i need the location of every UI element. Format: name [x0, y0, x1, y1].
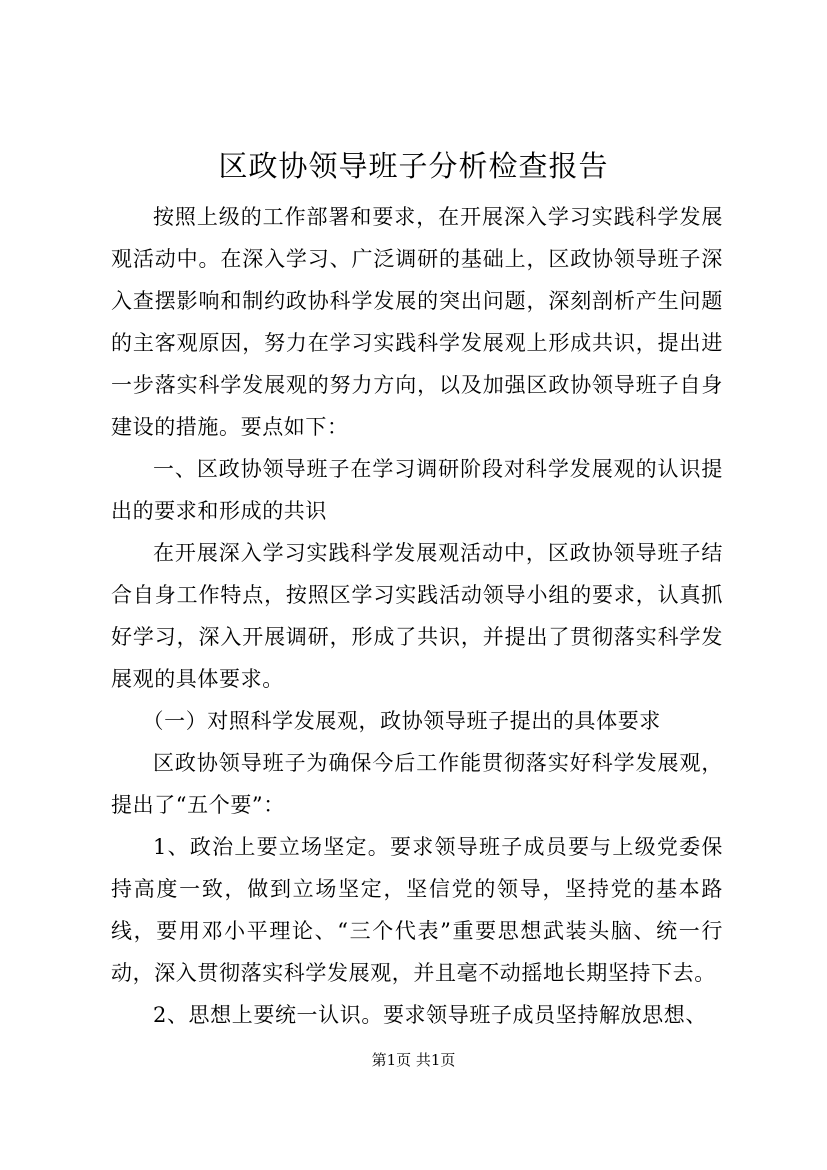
paragraph-subsection-1: 区政协领导班子为确保今后工作能贯彻落实好科学发展观，提出了“五个要”：	[111, 751, 723, 817]
page-footer: 第1页 共1页	[371, 1051, 456, 1069]
section-heading-1: 一、区政协领导班子在学习调研阶段对科学发展观的认识提出的要求和形成的共识	[111, 457, 723, 523]
list-item-2: 2、思想上要统一认识。要求领导班子成员坚持解放思想、	[153, 1003, 707, 1027]
paragraph-section-1: 在开展深入学习实践科学发展观活动中，区政协领导班子结合自身工作特点，按照区学习实践活动领导小组的要求，认真抓好学习，深入开展调研，形成了共识，并提出了贯彻落实科学发展观的具体要求。	[111, 541, 723, 691]
document-title: 区政协领导班子分析检查报告	[218, 149, 609, 183]
list-item-1: 1、政治上要立场坚定。要求领导班子成员要与上级党委保持高度一致，做到立场坚定，坚信党的领导，坚持党的基本路线，要用邓小平理论、“三个代表”重要思想武装头脑、统一行动，深入贯彻落实科学发展观，并且毫不动摇地长期坚持下去。	[111, 835, 723, 985]
subsection-heading-1: （一）对照科学发展观，政协领导班子提出的具体要求	[142, 709, 661, 733]
paragraph-intro: 按照上级的工作部署和要求，在开展深入学习实践科学发展观活动中。在深入学习、广泛调研的基础上，区政协领导班子深入查摆影响和制约政协科学发展的突出问题，深刻剖析产生问题的主客观原因，努力在学习实践科学发展观上形成共识，提出进一步落实科学发展观的努力方向，以及加强区政协领导班子自身建设的措施。要点如下：	[111, 205, 723, 439]
document-body	[111, 196, 723, 1036]
